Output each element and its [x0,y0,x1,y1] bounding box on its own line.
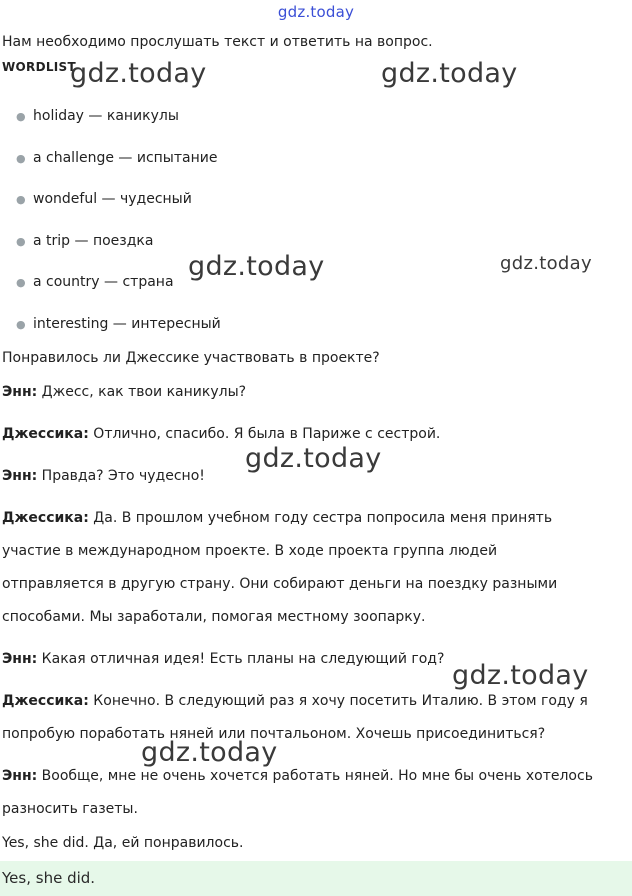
answer-highlight-box [0,861,632,896]
site-watermark-top: gdz.today [277,3,355,21]
wordlist-item-text: wondeful — чудесный [33,191,192,208]
wordlist [0,96,221,346]
wordlist-item [0,138,221,180]
speaker-name: Джессика: [2,510,89,526]
watermark: gdz.today [500,253,592,274]
bullet-icon: ● [16,151,26,165]
dialogue-text: Вообще, мне не очень хочется работать няней. Но мне бы очень хотелось [37,768,593,784]
bullet-icon: ● [16,193,26,207]
dialogue-line [2,609,426,625]
wordlist-item-text: a challenge — испытание [33,149,218,166]
dialogue-text: Да. В прошлом учебном году сестра попросила меня принять [88,510,553,526]
watermark: gdz.today [141,737,278,768]
speaker-name: Энн: [2,384,38,400]
dialogue-line [2,384,246,400]
wordlist-item-text: interesting — интересный [33,315,221,332]
wordlist-item [0,179,221,221]
dialogue-text: Джесс, как твои каникулы? [37,384,247,400]
wordlist-item-text: a country — страна [33,274,174,291]
dialogue-line [2,426,440,442]
wordlist-item-text: a trip — поездка [33,232,154,249]
speaker-name: Джессика: [2,693,89,709]
dialogue-text: Какая отличная идея! Есть планы на следующий год? [37,651,445,667]
bullet-icon: ● [16,110,26,123]
dialogue-line [2,768,593,784]
dialogue-text: отправляется в другую страну. Они собирают деньги на поездку разными [2,576,558,592]
dialogue-text: способами. Мы заработали, помогая местному зоопарку. [2,609,426,625]
dialogue-line [2,468,205,484]
intro-text: Нам необходимо прослушать текст и ответить на вопрос. [2,34,433,50]
speaker-name: Джессика: [2,426,89,442]
bullet-icon: ● [16,276,26,290]
dialogue-line [2,576,557,592]
watermark: gdz.today [245,443,382,474]
watermark: gdz.today [70,58,207,89]
question-text: Понравилось ли Джессике участвовать в проекте? [2,350,380,366]
dialogue-text: попробую поработать няней или почтальоном. Хочешь присоединиться? [2,726,546,742]
speaker-name: Энн: [2,651,38,667]
dialogue-text: Конечно. В следующий раз я хочу посетить Италию. В этом году я [88,693,588,709]
watermark: gdz.today [381,58,518,89]
speaker-name: Энн: [2,768,38,784]
dialogue-text: Правда? Это чудесно! [37,468,205,484]
speaker-name: Энн: [2,468,38,484]
watermark: gdz.today [188,251,325,282]
wordlist-item-text: holiday — каникулы [33,108,179,124]
dialogue-line [2,651,444,667]
dialogue-line [2,543,497,559]
dialogue-text: участие в международном проекте. В ходе проекта группа людей [2,543,498,559]
answer-line: Yes, she did. Да, ей понравилось. [2,835,244,851]
answer-highlight-text: Yes, she did. [2,869,96,887]
watermark: gdz.today [452,660,589,691]
dialogue-text: разносить газеты. [2,801,138,817]
wordlist-item [0,304,221,346]
dialogue-line [2,510,552,526]
dialogue-line [2,693,588,709]
dialogue-text: Отлично, спасибо. Я была в Париже с сестрой. [88,426,441,442]
dialogue-line [2,801,138,817]
wordlist-heading: WORDLIST [2,60,76,74]
wordlist-item [0,96,221,138]
bullet-icon: ● [16,234,26,248]
bullet-icon: ● [16,317,26,331]
